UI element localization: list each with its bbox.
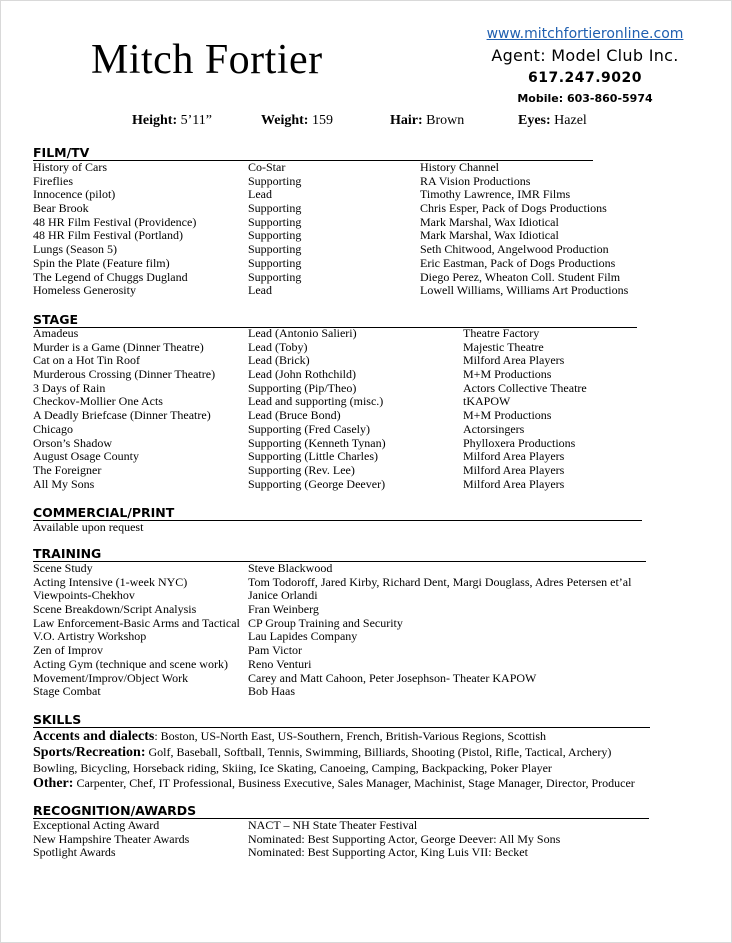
stat-value: Hazel [554,113,587,128]
stage-credit-row-col-3: Majestic Theatre [463,339,544,354]
section-heading-text: TRAINING [33,546,102,561]
skills-other [33,776,635,791]
film-credit-row-col-3: Diego Perez, Wheaton Coll. Student Film [420,269,621,284]
section-heading-text: STAGE [33,312,79,327]
stage-credit-row-col-2: Supporting (Kenneth Tynan) [248,435,386,450]
stage-credit-row-col-3: Milford Area Players [463,476,565,491]
skills-sports-continued: Bowling, Bicycling, Horseback riding, Skiing, Ice Skating, Canoeing, Camping, Backpacking, Poker Player [33,761,552,775]
training-row-col-2: Reno Venturi [248,656,312,671]
film-credit-row-col-1: Lungs (Season 5) [33,242,117,257]
stat-height [132,112,212,130]
stage-credit-row-col-2: Supporting (Little Charles) [248,449,378,464]
film-credit-row-col-1: 48 HR Film Festival (Portland) [33,228,183,243]
section-heading-training [33,547,646,562]
film-credit-row-col-3: Seth Chitwood, Angelwood Production [420,242,609,257]
stage-credit-row-col-2: Lead (Antonio Salieri) [248,326,357,340]
section-heading-awards [33,804,649,819]
stage-credit-row-col-2: Lead (Toby) [248,339,308,354]
skills-accents-text: : Boston, US-North East, US-Southern, French, British-Various Regions, Scottish [154,729,546,743]
stage-credit-row-col-2: Supporting (Pip/Theo) [248,380,357,395]
training-row-col-2: Steve Blackwood [248,561,333,575]
stage-credit-row-col-1: Checkov-Mollier One Acts [33,394,163,409]
stat-value: 159 [311,113,333,128]
section-heading-skills [33,713,650,728]
training-row-col-1: Law Enforcement-Basic Arms and Tactical [33,615,240,630]
stat-label: Eyes: [518,113,551,128]
stat-hair [390,112,464,130]
training-row-col-2: Janice Orlandi [248,588,318,603]
film-credit-row-col-3: Mark Marshal, Wax Idiotical [420,214,559,229]
stage-credit-row-col-3: Actorsingers [463,421,525,436]
stat-weight [261,112,333,130]
film-credit-row-col-1: History of Cars [33,160,107,174]
training-row-col-1: Zen of Improv [33,643,103,658]
film-credit-row-col-3: Lowell Williams, Williams Art Productions [420,283,629,298]
section-heading-commercial [33,506,642,521]
stage-credit-row-col-2: Lead and supporting (misc.) [248,394,384,409]
stage-credit-row-col-3: Theatre Factory [463,326,540,340]
skills-sports-text: Golf, Baseball, Softball, Tennis, Swimming, Billiards, Shooting (Pistol, Rifle, Tactical, Archery) [145,745,612,759]
award-row-col-2: NACT – NH State Theater Festival [248,818,418,832]
film-credit-row-col-2: Supporting [248,214,302,229]
website-link[interactable]: www.mitchfortieronline.com [486,26,684,42]
stage-credit-row-col-1: 3 Days of Rain [33,380,106,395]
stat-value: 5’11” [180,113,212,128]
skills-sports [33,745,611,760]
section-heading-text: FILM/TV [33,145,90,160]
film-credit-row-col-2: Supporting [248,255,302,270]
film-credit-row-col-2: Lead [248,283,272,298]
contact-block [470,24,700,110]
training-row-col-1: Movement/Improv/Object Work [33,670,189,685]
training-row-col-1: Viewpoints-Chekhov [33,588,135,603]
stage-credit-row-col-2: Lead (John Rothchild) [248,367,356,382]
section-heading-text: COMMERCIAL/PRINT [33,505,175,520]
film-credit-row-col-2: Supporting [248,173,302,188]
section-heading-text: RECOGNITION/AWARDS [33,803,197,818]
stage-credit-row-col-3: Milford Area Players [463,353,565,368]
award-row-col-1: New Hampshire Theater Awards [33,831,190,846]
stage-credit-row-col-1: Murderous Crossing (Dinner Theatre) [33,367,216,382]
film-credit-row-col-3: Timothy Lawrence, IMR Films [420,187,571,202]
training-row-col-2: Bob Haas [248,684,295,699]
stage-credit-row-col-3: Milford Area Players [463,462,565,477]
film-credit-row-col-3: History Channel [420,160,499,174]
award-row-col-1: Spotlight Awards [33,845,116,860]
film-credit-row-col-1: Fireflies [33,173,73,188]
training-row-col-1: Scene Breakdown/Script Analysis [33,602,197,617]
film-credit-row-col-1: 48 HR Film Festival (Providence) [33,214,197,229]
stage-credit-row-col-3: Phylloxera Productions [463,435,576,450]
stage-credit-row-col-3: M+M Productions [463,408,552,423]
training-row-col-2: Lau Lapides Company [248,629,358,644]
film-credit-row-col-3: Eric Eastman, Pack of Dogs Productions [420,255,616,270]
stage-credit-row-col-1: All My Sons [33,476,95,491]
training-row-col-1: V.O. Artistry Workshop [33,629,147,644]
stage-credit-row-col-2: Supporting (George Deever) [248,476,386,491]
stage-credit-row-col-3: M+M Productions [463,367,552,382]
skills-sports-label: Sports/Recreation: [33,745,146,760]
training-row-col-2: CP Group Training and Security [248,615,403,630]
stage-credit-row-col-1: Cat on a Hot Tin Roof [33,353,141,368]
stage-credit-row-col-3: Milford Area Players [463,449,565,464]
training-row-col-2: Pam Victor [248,643,303,658]
stage-credit-row-col-1: August Osage County [33,449,139,464]
stage-credit-row-col-2: Lead (Bruce Bond) [248,408,341,423]
skills-accents [33,729,546,744]
award-row-col-2: Nominated: Best Supporting Actor, George Deever: All My Sons [248,831,561,846]
stage-credit-row-col-1: Amadeus [33,326,79,340]
stat-value: Brown [426,113,465,128]
training-row-col-2: Carey and Matt Cahoon, Peter Josephson- Theater KAPOW [248,670,537,685]
stage-credit-row-col-2: Lead (Brick) [248,353,310,368]
film-credit-row-col-1: Innocence (pilot) [33,187,116,202]
training-row-col-1: Acting Intensive (1-week NYC) [33,574,188,589]
commercial-text: Available upon request [33,520,144,534]
film-credit-row-col-2: Supporting [248,269,302,284]
film-credit-row-col-2: Lead [248,187,272,202]
stage-credit-row-col-2: Supporting (Fred Casely) [248,421,370,436]
stage-credit-row-col-3: tKAPOW [463,394,511,409]
stage-credit-row-col-1: Murder is a Game (Dinner Theatre) [33,339,204,354]
stage-credit-row-col-1: Chicago [33,421,73,436]
stat-eyes [518,112,587,130]
skills-other-label: Other: [33,776,74,791]
film-credit-row-col-2: Supporting [248,242,302,257]
film-credit-row-col-2: Supporting [248,228,302,243]
award-row-col-2: Nominated: Best Supporting Actor, King Luis VII: Becket [248,845,528,860]
stat-label: Hair: [390,113,423,128]
section-heading-film-tv [33,146,593,161]
stat-label: Height: [132,113,178,128]
film-credit-row-col-1: Bear Brook [33,201,89,216]
training-row-col-2: Tom Todoroff, Jared Kirby, Richard Dent, Margi Douglass, Adres Petersen et’al [248,574,632,589]
stage-credit-row-col-2: Supporting (Rev. Lee) [248,462,355,477]
film-credit-row-col-2: Supporting [248,201,302,216]
stat-label: Weight: [261,113,309,128]
film-credit-row-col-2: Co-Star [248,160,286,174]
resume-name: Mitch Fortier [91,37,323,83]
training-row-col-1: Scene Study [33,561,93,575]
section-heading-text: SKILLS [33,712,82,727]
film-credit-row-col-3: Mark Marshal, Wax Idiotical [420,228,559,243]
film-credit-row-col-1: Homeless Generosity [33,283,136,298]
film-credit-row-col-3: Chris Esper, Pack of Dogs Productions [420,201,607,216]
award-row-col-1: Exceptional Acting Award [33,818,160,832]
stage-credit-row-col-1: The Foreigner [33,462,102,477]
agent-info: Agent: Model Club Inc. [491,46,679,65]
stage-credit-row-col-1: Orson’s Shadow [33,435,113,450]
training-row-col-1: Stage Combat [33,684,101,699]
training-row-col-1: Acting Gym (technique and scene work) [33,656,228,671]
training-row-col-2: Fran Weinberg [248,602,319,617]
film-credit-row-col-1: Spin the Plate (Feature film) [33,255,170,270]
stage-credit-row-col-1: A Deadly Briefcase (Dinner Theatre) [33,408,211,423]
skills-accents-label: Accents and dialects [33,729,155,744]
agent-phone: 617.247.9020 [527,70,643,86]
skills-other-text: Carpenter, Chef, IT Professional, Business Executive, Sales Manager, Machinist, Stage Manager, Director, Producer [73,776,635,790]
film-credit-row-col-3: RA Vision Productions [420,173,531,188]
film-credit-row-col-1: The Legend of Chuggs Dugland [33,269,188,284]
mobile-phone: Mobile: 603-860-5974 [517,92,653,105]
stage-credit-row-col-3: Actors Collective Theatre [463,380,587,395]
